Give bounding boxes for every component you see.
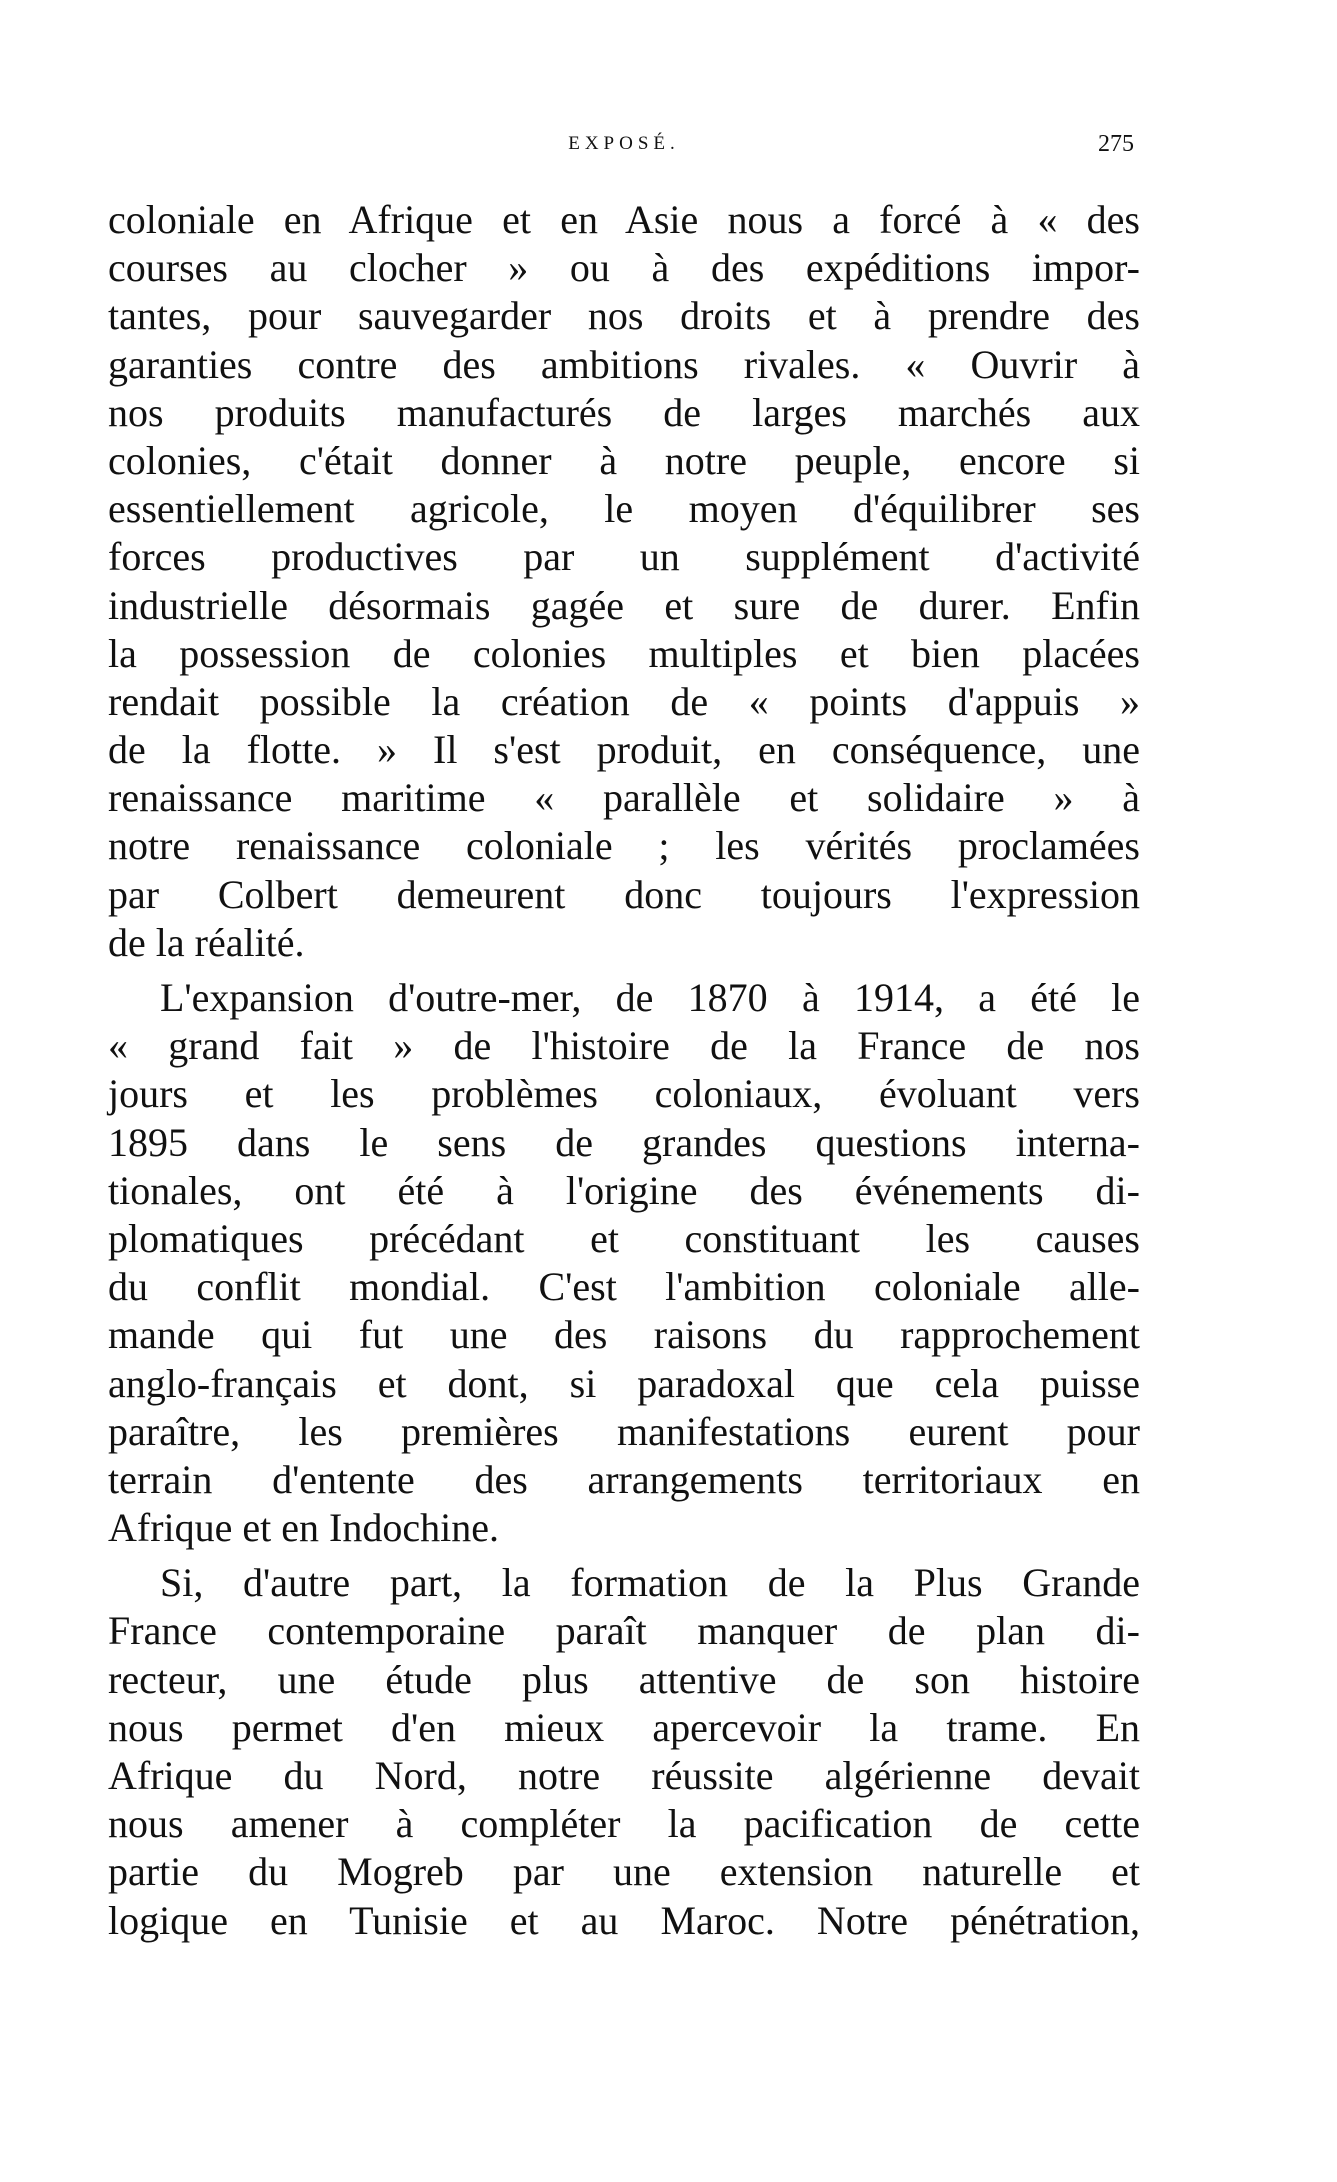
paragraph-colonial-expansion (108, 196, 1140, 967)
page-number: 275 (1098, 131, 1134, 157)
text-line: France contemporaine paraît manquer de plan di- (108, 1608, 1140, 1654)
text-line: garanties contre des ambitions rivales. « Ouvrir à (108, 341, 1140, 387)
text-line: plomatiques précédant et constituant les causes (108, 1215, 1140, 1261)
text-line: nous permet d'en mieux apercevoir la trame. En (108, 1704, 1140, 1750)
text-line: de la flotte. » Il s'est produit, en conséquence, une (108, 727, 1140, 773)
body-text (108, 196, 1140, 1952)
text-line: notre renaissance coloniale ; les vérités proclamées (108, 823, 1140, 869)
text-line: Si, d'autre part, la formation de la Plus Grande (160, 1560, 1140, 1606)
text-line: anglo-français et dont, si paradoxal que cela puisse (108, 1360, 1140, 1406)
text-line: essentiellement agricole, le moyen d'équilibrer ses (108, 486, 1140, 532)
text-line: terrain d'entente des arrangements territoriaux en (108, 1456, 1140, 1502)
text-line: renaissance maritime « parallèle et solidaire » à (108, 775, 1140, 821)
text-line: la possession de colonies multiples et bien placées (108, 630, 1140, 676)
running-title: EXPOSÉ. (568, 133, 680, 154)
running-head (108, 124, 1140, 164)
text-line: courses au clocher » ou à des expéditions impor- (108, 245, 1140, 291)
text-line: paraître, les premières manifestations eurent pour (108, 1408, 1140, 1454)
text-line: nous amener à compléter la pacification de cette (108, 1801, 1140, 1847)
text-line: colonies, c'était donner à notre peuple, encore si (108, 437, 1140, 483)
text-line: Afrique du Nord, notre réussite algérienne devait (108, 1753, 1140, 1798)
text-line: mande qui fut une des raisons du rapprochement (108, 1312, 1140, 1358)
text-line: recteur, une étude plus attentive de son histoire (108, 1656, 1140, 1702)
text-line: coloniale en Afrique et en Asie nous a forcé à « des (108, 197, 1140, 242)
paragraph-greater-france (108, 1559, 1140, 1945)
text-line: nos produits manufacturés de larges marchés aux (108, 389, 1140, 435)
text-line: partie du Mogreb par une extension naturelle et (108, 1849, 1140, 1895)
text-line: Afrique et en Indochine. (108, 1505, 499, 1551)
text-line: jours et les problèmes coloniaux, évoluant vers (108, 1071, 1140, 1117)
paragraph-overseas-expansion (108, 974, 1140, 1552)
text-line: 1895 dans le sens de grandes questions interna- (108, 1119, 1140, 1165)
text-line: rendait possible la création de « points d'appuis » (108, 678, 1140, 724)
text-line: par Colbert demeurent donc toujours l'expression (108, 871, 1140, 917)
text-line: de la réalité. (108, 919, 305, 965)
text-line: tantes, pour sauvegarder nos droits et à prendre des (108, 293, 1140, 339)
text-line: L'expansion d'outre-mer, de 1870 à 1914, a été le (160, 975, 1140, 1020)
text-line: forces productives par un supplément d'activité (108, 534, 1140, 580)
text-line: tionales, ont été à l'origine des événements di- (108, 1167, 1140, 1213)
text-line: « grand fait » de l'histoire de la France de nos (108, 1023, 1140, 1069)
text-line: logique en Tunisie et au Maroc. Notre pénétration, (108, 1897, 1140, 1943)
text-line: industrielle désormais gagée et sure de durer. Enfin (108, 582, 1140, 628)
text-line: du conflit mondial. C'est l'ambition coloniale alle- (108, 1264, 1140, 1310)
